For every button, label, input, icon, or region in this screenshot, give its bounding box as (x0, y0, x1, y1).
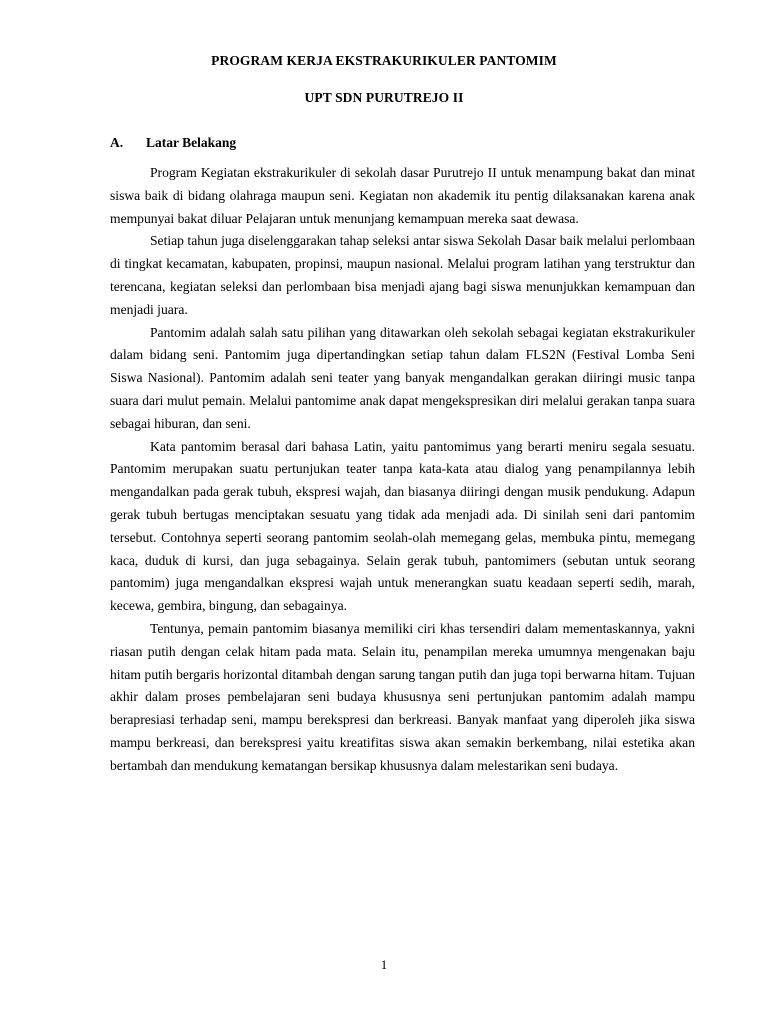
section-title: Latar Belakang (146, 135, 237, 150)
paragraph-3: Pantomim adalah salah satu pilihan yang ditawarkan oleh sekolah sebagai kegiatan ekstrakurikuler dalam bidang seni. Pantomim juga dipertandingkan setiap tahun dalam FLS2N (Festival Lomba Seni Siswa Nasional). Pantomim adalah seni teater yang banyak mengandalkan gerakan diiringi music tanpa suara dari mulut pemain. Melalui pantomime anak dapat mengekspresikan diri melalui gerakan tanpa suara sebagai hiburan, dan seni. (110, 324, 695, 431)
document-title: PROGRAM KERJA EKSTRAKURIKULER PANTOMIM (211, 53, 557, 68)
paragraph-5: Tentunya, pemain pantomim biasanya memiliki ciri khas tersendiri dalam mementaskannya, yakni riasan putih dengan celak hitam pada mata. Selain itu, penampilan mereka umumnya mengenakan baju hitam putih bergaris horizontal ditambah dengan sarung tangan putih dan juga topi berwarna hitam. Tujuan akhir dalam proses pembelajaran seni budaya khususnya seni pertunjukan pantomim adalah mampu berapresiasi terhadap seni, mampu berekspresi dan berkreasi. Banyak manfaat yang diperoleh jika siswa mampu berkreasi, dan berekspresi yaitu kreatifitas siswa akan semakin berkembang, nilai estetika akan bertambah dan mendukung kematangan bersikap khususnya dalam melestarikan seni budaya. (110, 620, 695, 773)
section-heading (110, 135, 236, 151)
section-letter: A. (110, 135, 124, 150)
body-text (110, 162, 695, 778)
paragraph-1: Program Kegiatan ekstrakurikuler di sekolah dasar Purutrejo II untuk menampung bakat dan minat siswa baik di bidang olahraga maupun seni. Kegiatan non akademik itu pentig dilaksanakan karena anak mempunyai bakat diluar Pelajaran untuk menunjang kemampuan mereka saat dewasa. (110, 165, 695, 226)
paragraph-4: Kata pantomim berasal dari bahasa Latin, yaitu pantomimus yang berarti meniru segala sesuatu. Pantomim merupakan suatu pertunjukan teater tanpa kata-kata atau dialog yang penampilannya lebih mengandalkan pada gerak tubuh, ekspresi wajah, dan biasanya diiringi dengan musik pendukung. Adapun gerak tubuh bertugas menciptakan sesuatu yang tidak ada menjadi ada. Di sinilah seni dari pantomim tersebut. Contohnya seperti seorang pantomim seolah-olah memegang gelas, membuka pintu, memegang kaca, duduk di kursi, dan juga sebagainya. Selain gerak tubuh, pantomimers (sebutan untuk seorang pantomim) juga mengandalkan ekspresi wajah untuk menerangkan suatu keadaan seperti sedih, marah, kecewa, gembira, bingung, dan sebagainya. (110, 438, 695, 614)
document-subtitle: UPT SDN PURUTREJO II (304, 90, 464, 105)
page-number: 1 (380, 957, 388, 972)
paragraph-2: Setiap tahun juga diselenggarakan tahap seleksi antar siswa Sekolah Dasar baik melalui perlombaan di tingkat kecamatan, kabupaten, propinsi, maupun nasional. Melalui program latihan yang terstruktur dan terencana, kegiatan seleksi dan perlombaan bisa menjadi ajang bagi siswa menunjukkan kemampuan dan menjadi juara. (110, 233, 695, 317)
